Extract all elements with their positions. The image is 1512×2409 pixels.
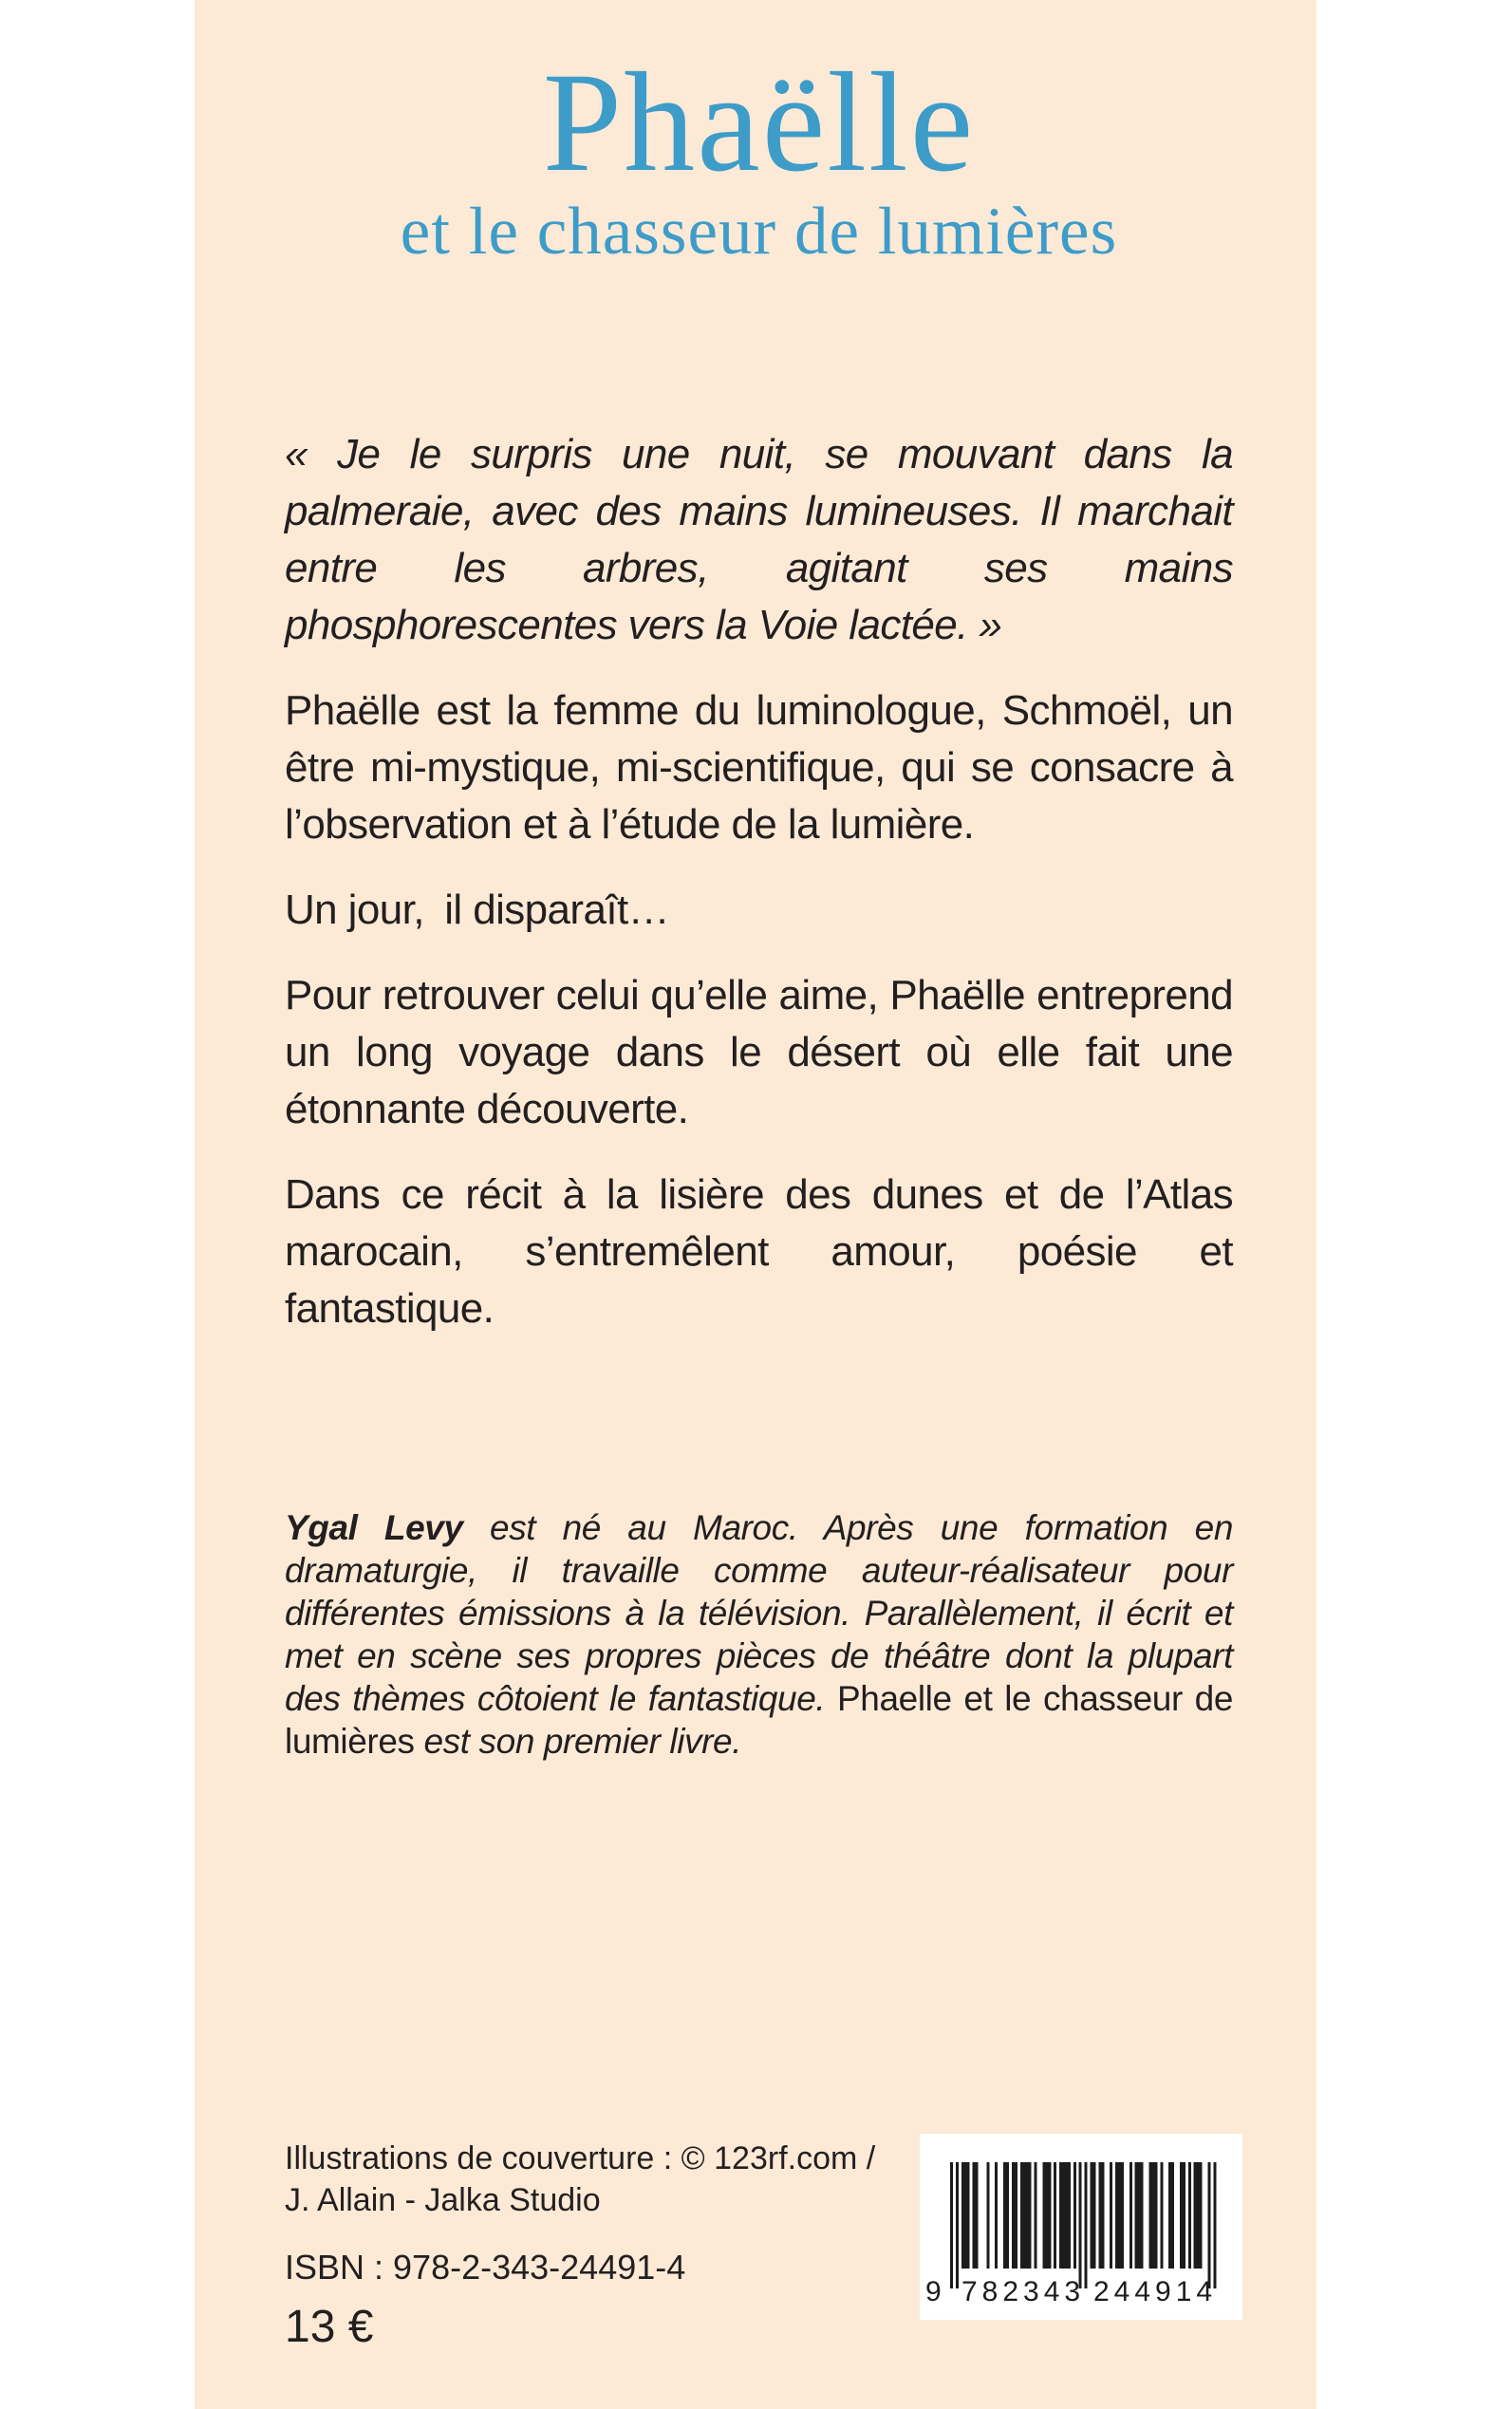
barcode-digit-group-right: 244914 [1093, 2276, 1218, 2307]
bio-segment: Ygal Levy [285, 1508, 463, 1548]
barcode-digit-group-left: 782343 [961, 2276, 1086, 2307]
book-subtitle: et le chasseur de lumières [400, 194, 1118, 269]
synopsis-paragraph: Un jour, il disparaît… [285, 887, 669, 934]
synopsis-paragraph: Pour retrouver celui qu’elle aime, Phaëlle entreprend un long voyage dans le désert où elle fait une étonnante découverte. [285, 972, 1233, 1133]
cover-content [285, 0, 1233, 1763]
author-bio [285, 1506, 1233, 1763]
isbn-text: ISBN : 978-2-343-24491-4 [285, 2248, 686, 2287]
cover-panel [195, 0, 1316, 2409]
barcode-box [920, 2134, 1242, 2320]
synopsis-quote: « Je le surpris une nuit, se mouvant dans la palmeraie, avec des mains lumineuses. Il marchait entre les arbres, agitant ses mains phosphorescentes vers la Voie lactée. » [285, 431, 1233, 649]
bio-segment: est son premier livre. [414, 1722, 742, 1762]
ean-barcode-icon [950, 2162, 1217, 2288]
synopsis-paragraph: Phaëlle est la femme du luminologue, Schmoël, un être mi-mystique, mi-scientifique, qui se consacre à l’observation et à l’étude de la lumière. [285, 687, 1233, 849]
synopsis [285, 426, 1233, 1337]
synopsis-paragraph: Dans ce récit à la lisière des dunes et de l’Atlas marocain, s’entremêlent amour, poésie et fantastique. [285, 1171, 1233, 1333]
barcode-digits [925, 2276, 1218, 2310]
bio-segment: Phaelle et le chasseur de lumières [285, 1679, 1233, 1762]
book-title: Phaëlle [542, 44, 976, 201]
barcode-digit-group-first: 9 [925, 2276, 942, 2307]
credits-line-1: Illustrations de couverture : © 123rf.com / [285, 2140, 876, 2176]
price-text: 13 € [285, 2302, 374, 2352]
bio-segment: est né au Maroc. Après une formation en dramaturgie, il travaille comme auteur-réalisateur pour différentes émissions à la télévision. Parallèlement, il écrit et met en scène ses propres pièces de théâtre dont la plupart des thèmes côtoient le fantastique. [285, 1508, 1234, 1719]
credits-line-2: J. Allain - Jalka Studio [285, 2182, 601, 2218]
cover-credits [285, 2138, 875, 2221]
title-block [285, 44, 1233, 269]
